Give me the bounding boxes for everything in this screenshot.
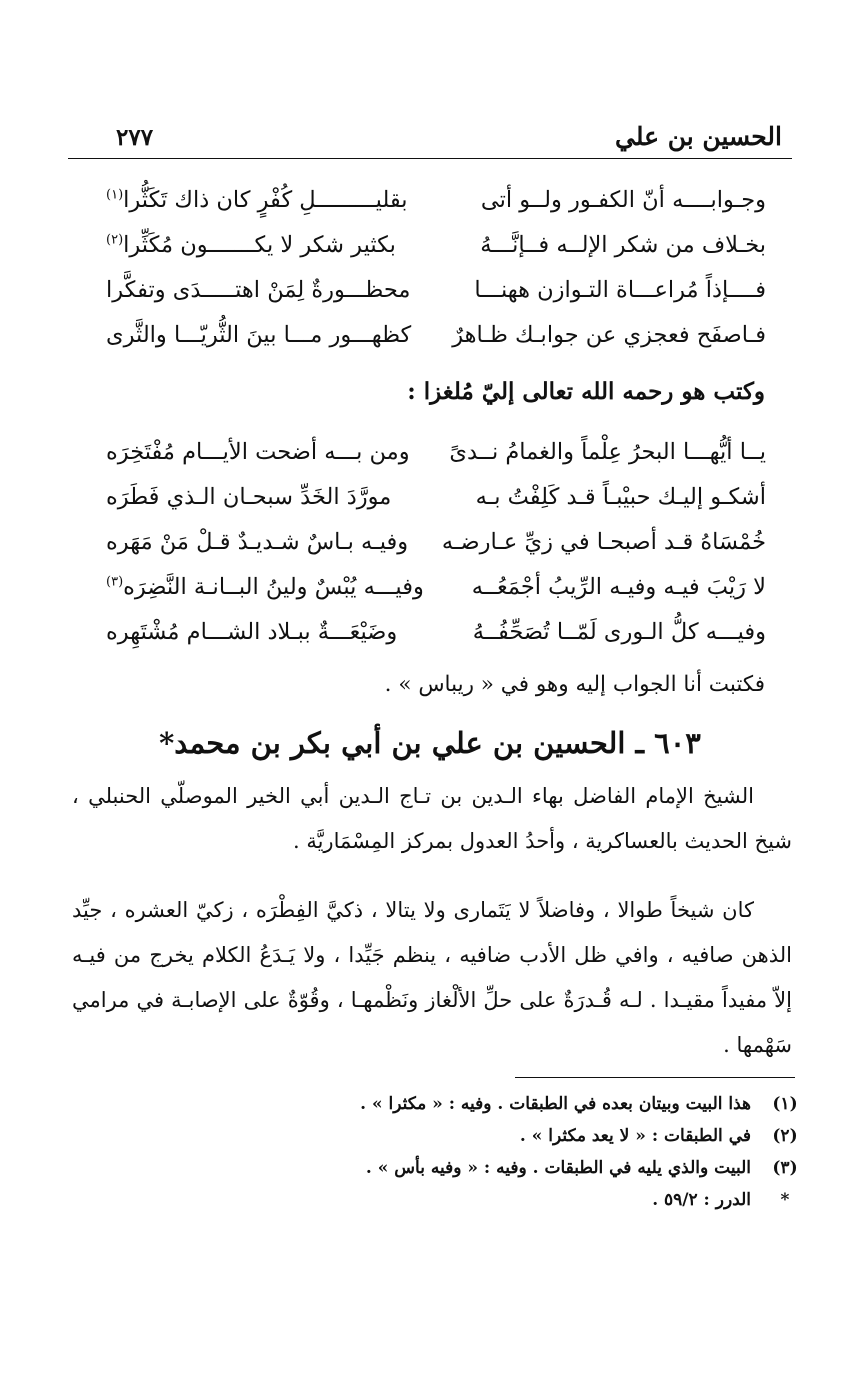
page-number: ٢٧٧ bbox=[116, 124, 154, 151]
footnote-number: (٣) bbox=[772, 1158, 798, 1178]
verse bbox=[86, 520, 776, 565]
verse-first-hemistich: خُمْسَاهُ قـد أصبحـا في زيِّ عـارضـه bbox=[441, 529, 766, 555]
footnote-text: البيت والذي يليه في الطبقات . وفيه : « وفيه بأس » . bbox=[365, 1158, 751, 1178]
verse-second-hemistich: ومن بـــه أضحت الأيـــام مُفْتَخِرَه bbox=[106, 439, 410, 465]
footnote-number: * bbox=[780, 1190, 790, 1210]
verse-first-hemistich: يــا أيُّهـــا البحرُ عِلْماً والغمامُ نــدىً bbox=[449, 439, 766, 465]
footnotes bbox=[85, 1088, 805, 1216]
riddle-intro-line: وكتب هو رحمه الله تعالى إليّ مُلغزا : bbox=[407, 378, 765, 405]
verse-first-hemistich: أشكـو إليـك حبيْبـاً قـد كَلِفْتُ بـه bbox=[475, 484, 766, 510]
body-paragraph: كان شيخاً طوالا ، وفاضلاً لا يَتَمارى ولا يتالا ، ذكيَّ الفِطْرَه ، زكيّ العشره ، جيِّد الذهن صافيه ، وافي ظل الأدب ضافيه ، ينظم جَيِّدا ، ولا يَـدَعُ الكلام يخرج من فيـه إلاّ مفيداً مقيـدا . لـه قُـدرَةٌ على حلِّ الألْغاز ونَظْمهـا ، وقُوّةٌ على الإصابـة في مرامي سَهْمها . bbox=[72, 898, 792, 1057]
footnote bbox=[85, 1152, 805, 1184]
verse-first-hemistich: بخـلاف من شكر الإلــه فــإنَّـــهُ bbox=[480, 232, 766, 258]
verse-second-hemistich: وفيـــه يُبْسٌ ولينُ البــانـة النَّضِرَه$^{(٣)}$ bbox=[106, 574, 424, 600]
footnote bbox=[85, 1088, 805, 1120]
poem-first bbox=[86, 178, 776, 358]
footnote-separator bbox=[515, 1077, 795, 1078]
footnote-number: (١) bbox=[772, 1094, 798, 1114]
verse-second-hemistich: بقليـــــــــلِ كُفْرٍ كان ذاك تَكَثُّرا$^{(١)}$ bbox=[106, 187, 408, 213]
footnote bbox=[85, 1120, 805, 1152]
footnote-number: (٢) bbox=[772, 1126, 798, 1146]
verse-second-hemistich: مورَّدَ الخَدِّ سبحـان الـذي فَطَرَه bbox=[106, 484, 392, 510]
verse bbox=[86, 268, 776, 313]
verse bbox=[86, 178, 776, 223]
footnote bbox=[85, 1184, 805, 1216]
verse-first-hemistich: وفيـــه كلُّ الـورى لَمّــا تُصَحِّفُــهُ bbox=[472, 619, 766, 645]
entry-heading: ٦٠٣ ـ الحسين بن علي بن أبي بكر بن محمد* bbox=[159, 726, 701, 760]
verse-second-hemistich: محظـــورةٌ لِمَنْ اهتـــــدَى وتفكَّرا bbox=[106, 277, 411, 303]
verse-first-hemistich: وجـوابــــه أنّ الكفـور ولــو أتى bbox=[480, 187, 766, 213]
running-title: الحسين بن علي bbox=[614, 122, 782, 151]
verse-first-hemistich: فــــإذاً مُراعـــاة التـوازن ههنـــا bbox=[474, 277, 766, 303]
footnote-text: هذا البيت وبيتان بعده في الطبقات . وفيه : « مكثرا » . bbox=[360, 1094, 751, 1114]
verse bbox=[86, 610, 776, 655]
verse-second-hemistich: وضَيْعَـــةٌ ببـلاد الشـــام مُشْتَهِره bbox=[106, 619, 398, 645]
verse bbox=[86, 475, 776, 520]
poem-riddle bbox=[86, 430, 776, 655]
verse bbox=[86, 313, 776, 358]
footnote-reference: (٢) bbox=[106, 232, 124, 248]
verse-second-hemistich: كظهـــور مـــا بينَ الثُّريّـــا والثَّرى bbox=[106, 322, 412, 348]
verse-first-hemistich: فـاصفَح فعجزي عن جوابـك ظـاهرٌ bbox=[452, 322, 766, 348]
verse bbox=[86, 430, 776, 475]
reply-line: فكتبت أنا الجواب إليه وهو في « ريباس » . bbox=[384, 672, 765, 697]
verse-first-hemistich: لا رَيْبَ فيـه وفيـه الرِّيبُ أجْمَعُــه bbox=[471, 574, 766, 600]
verse bbox=[86, 565, 776, 610]
verse-second-hemistich: وفيـه بـاسٌ شـديـدٌ قـلْ مَنْ مَهَره bbox=[106, 529, 409, 555]
footnote-text: الدرر : ٥٩/٢ . bbox=[652, 1190, 751, 1210]
footnote-text: في الطبقات : « لا يعد مكثرا » . bbox=[519, 1126, 751, 1146]
body-paragraph: الشيخ الإمام الفاضل بهاء الـدين بن تـاج الـدين أبي الخير الموصلّي الحنبلي ، شيخ الحديث بالعساكرية ، وأحدُ العدول بمركز المِسْمَاريَّة . bbox=[72, 784, 792, 853]
running-header bbox=[68, 118, 792, 159]
verse-second-hemistich: بكثير شكر لا يكـــــــون مُكَثِّرا$^{(٢)}$ bbox=[106, 232, 396, 258]
verse bbox=[86, 223, 776, 268]
footnote-reference: (٣) bbox=[106, 574, 124, 590]
footnote-reference: (١) bbox=[106, 187, 124, 203]
